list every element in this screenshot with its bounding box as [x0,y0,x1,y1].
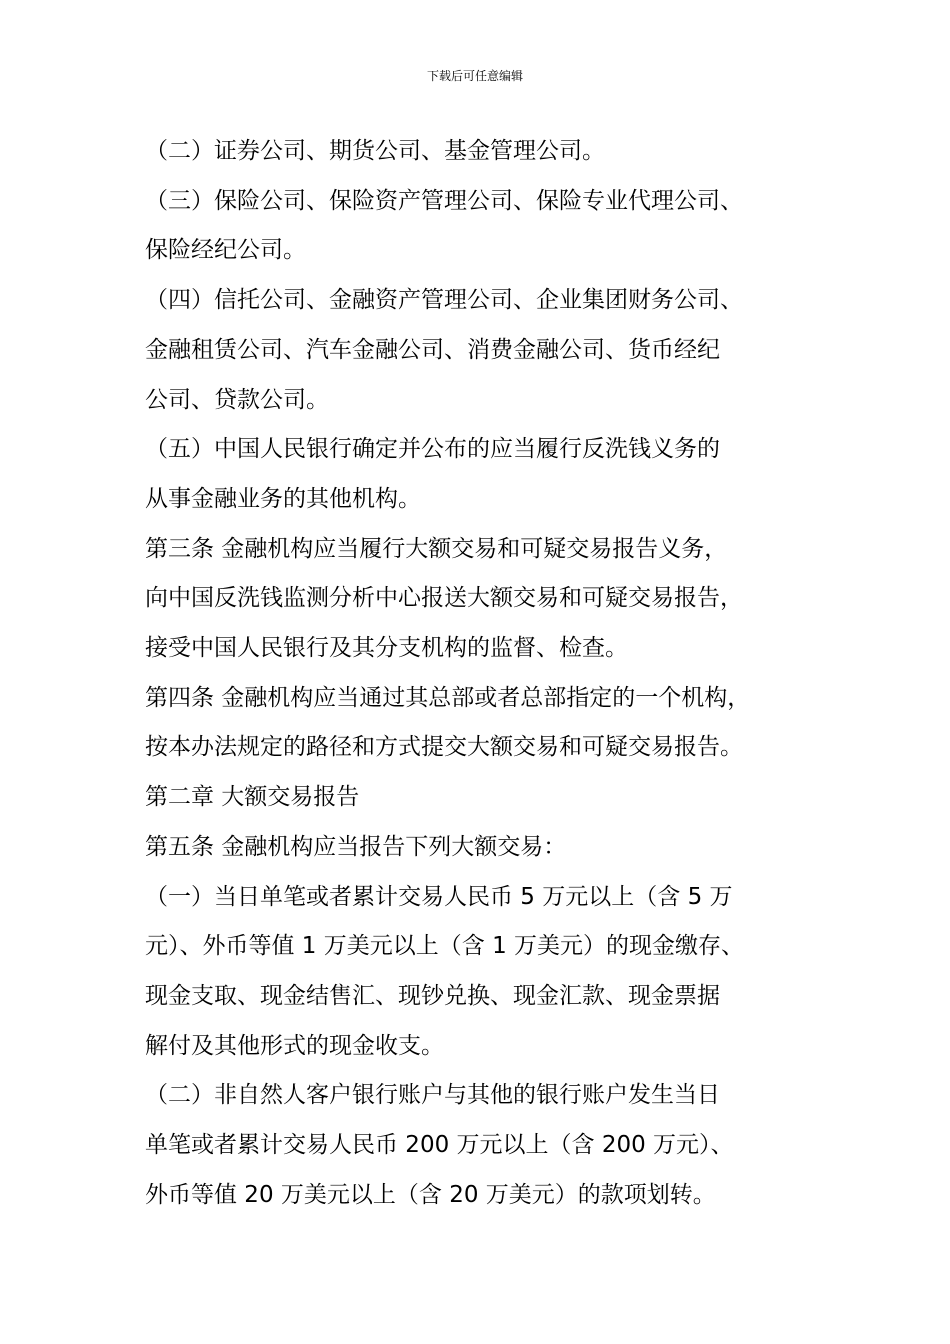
paragraph-line: 按本办法规定的路径和方式提交大额交易和可疑交易报告。 [145,734,743,761]
article-line: 第四条 金融机构应当通过其总部或者总部指定的一个机构， [145,684,751,711]
chapter-heading: 第二章 大额交易报告 [145,784,360,811]
paragraph-line: 元）、外币等值 1 万美元以上（含 1 万美元）的现金缴存、 [145,933,745,960]
paragraph-line: （三）保险公司、保险资产管理公司、保险专业代理公司、 [145,187,743,214]
paragraph-line: 公司、贷款公司。 [145,386,329,413]
header-note: 下载后可任意编辑 [426,69,523,83]
paragraph-line: （二）非自然人客户银行账户与其他的银行账户发生当日 [145,1082,720,1109]
paragraph-line: （二）证券公司、期货公司、基金管理公司。 [145,138,605,164]
paragraph-line: 现金支取、现金结售汇、现钞兑换、现金汇款、现金票据 [145,982,720,1009]
paragraph-line: 单笔或者累计交易人民币 200 万元以上（含 200 万元）、 [145,1132,734,1159]
paragraph-line: 外币等值 20 万美元以上（含 20 万美元）的款项划转。 [145,1181,716,1208]
article-line: 第三条 金融机构应当履行大额交易和可疑交易报告义务， [145,535,728,562]
paragraph-line: 金融租赁公司、汽车金融公司、消费金融公司、货币经纪 [145,336,720,363]
paragraph-line: （四）信托公司、金融资产管理公司、企业集团财务公司、 [145,287,743,314]
document-body [145,127,845,1220]
paragraph-line: （五）中国人民银行确定并公布的应当履行反洗钱义务的 [145,436,720,463]
paragraph-line: 向中国反洗钱监测分析中心报送大额交易和可疑交易报告， [145,585,743,612]
paragraph-line: 保险经纪公司。 [145,237,306,264]
paragraph-line: 从事金融业务的其他机构。 [145,485,421,512]
paragraph-line: 解付及其他形式的现金收支。 [145,1032,444,1059]
paragraph-line: （一）当日单笔或者累计交易人民币 5 万元以上（含 5 万 [145,883,733,910]
article-line: 第五条 金融机构应当报告下列大额交易： [145,833,567,860]
paragraph-line: 接受中国人民银行及其分支机构的监督、检查。 [145,635,628,662]
